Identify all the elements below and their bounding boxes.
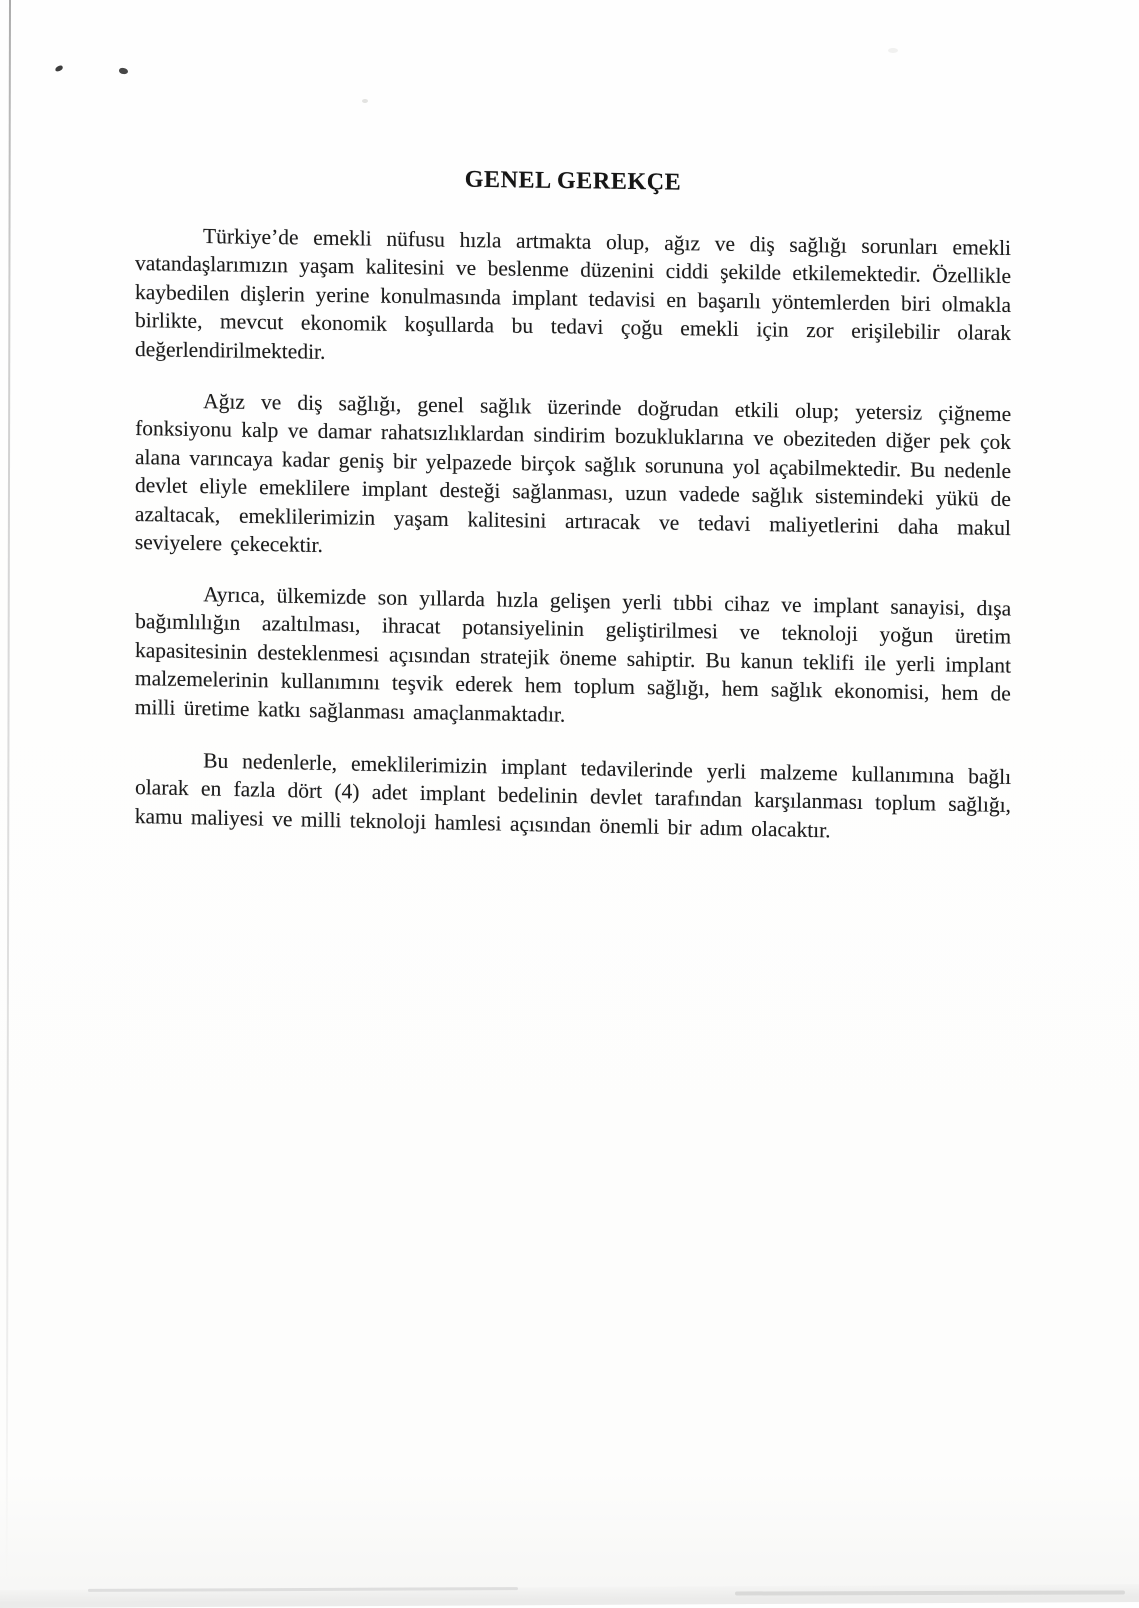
document-title: GENEL GEREKÇE — [464, 166, 682, 196]
paragraph-2: Ağız ve diş sağlığı, genel sağlık üzerinde doğrudan etkili olup; yetersiz çiğneme fonksiyonu kalp ve damar rahatsızlıklardan sindirim bozukluklarına ve obeziteden diğer pek çok alana varıncaya kadar geniş bir yelpazede birçok sağlık sorununa yol açabilmektedir. Bu nedenle devlet eliyle emeklilere implant desteği sağlanması, uzun vadede sağlık sistemindeki yükü de azaltacak, emeklilerimizin yaşam kalitesini artıracak ve tedavi maliyetlerini daha makul seviyelere çekecektir. — [134, 389, 1012, 558]
ink-speck — [119, 67, 129, 74]
scan-smudge — [362, 99, 368, 103]
scan-smudge — [888, 48, 898, 53]
paragraph-3: Ayrıca, ülkemizde son yıllarda hızla gelişen yerli tıbbi cihaz ve implant sanayisi, dışa bağımlılığın azaltılması, ihracat potansiyelinin geliştirilmesi ve teknoloji yoğun üretim kapasitesinin desteklenmesi açısından stratejik öneme sahiptir. Bu kanun teklifi ile yerli implant malzemelerinin kullanımını teşvik ederek hem toplum sağlığı, hem sağlık ekonomisi, hem de milli üretime katkı sağlanması amaçlanmaktadır. — [134, 582, 1012, 727]
scan-edge-line — [6, 0, 11, 1578]
paragraph-1: Türkiye’de emekli nüfusu hızla artmakta olup, ağız ve diş sağlığı sorunları emekli vatandaşlarımızın yaşam kalitesini ve beslenme düzenini ciddi şekilde etkilemektedir. Özellikle kaybedilen dişlerin yerine konulmasında implant tedavisi en başarılı yöntemlerden biri olmakla birlikte, mevcut ekonomik koşullarda bu tedavi çoğu emekli için zor erişilebilir olarak değerlendirilmektedir. — [134, 224, 1012, 364]
ink-speck — [54, 65, 63, 73]
document-body — [135, 162, 1011, 865]
paragraph-4: Bu nedenlerle, emeklilerimizin implant tedavilerinde yerli malzeme kullanımına bağlı olarak en fazla dört (4) adet implant bedelinin devlet tarafından karşılanması toplum sağlığı, kamu maliyesi ve milli teknoloji hamlesi açısından önemli bir adım olacaktır. — [134, 747, 1012, 842]
